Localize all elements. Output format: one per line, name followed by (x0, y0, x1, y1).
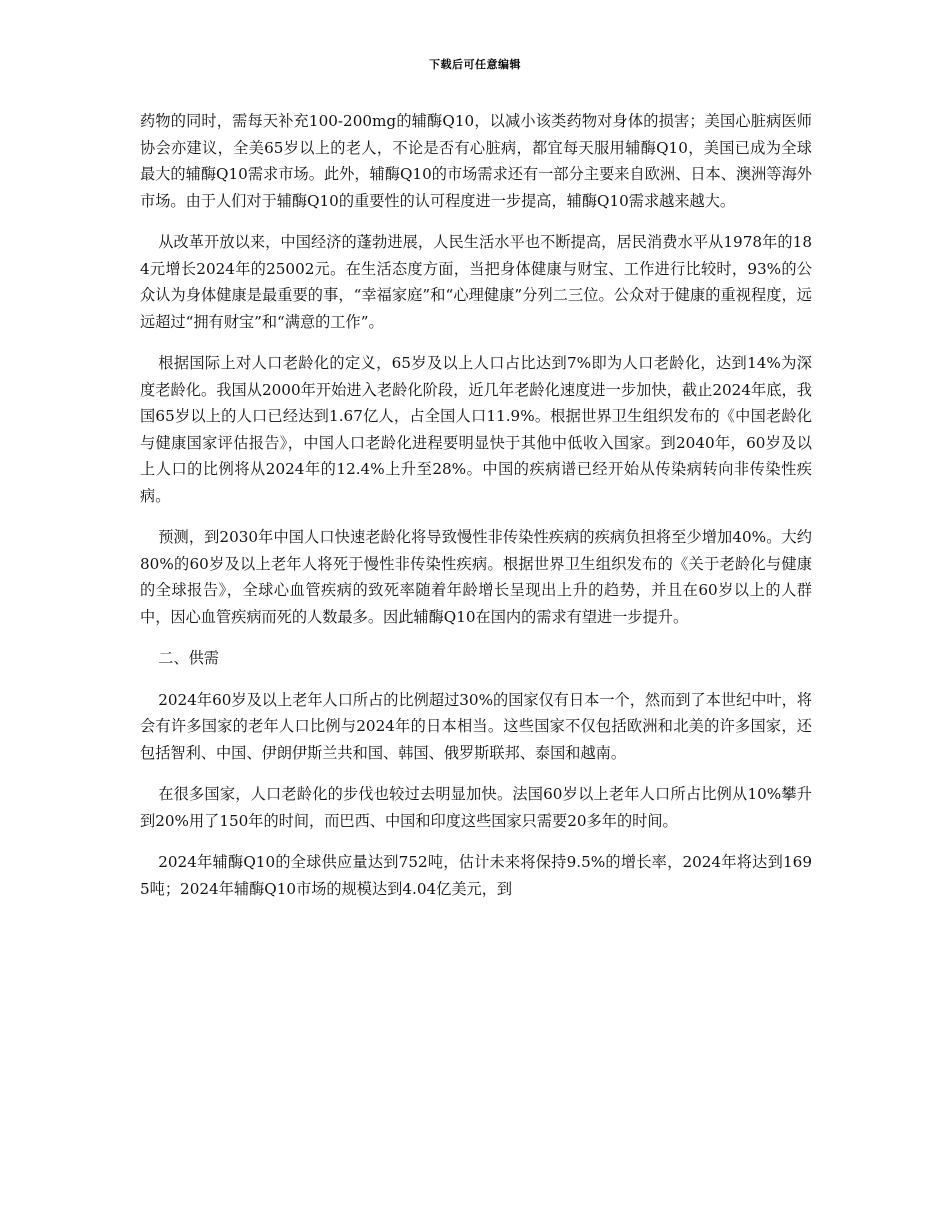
section-heading-supply-demand: 二、供需 (158, 649, 219, 667)
document-body (140, 108, 812, 917)
paragraph-1: 药物的同时，需每天补充100-200mg的辅酶Q10，以减小该类药物对身体的损害；美国心脏病医师协会亦建议，全美65岁以上的老人，不论是否有心脏病，都宜每天服用辅酶Q10，美国已成为全球最大的辅酶Q10需求市场。此外，辅酶Q10的市场需求还有一部分主要来自欧洲、日本、澳洲等海外市场。由于人们对于辅酶Q10的重要性的认可程度进一步提高，辅酶Q10需求越来越大。 (140, 112, 812, 210)
paragraph-6: 在很多国家，人口老龄化的步伐也较过去明显加快。法国60岁以上老年人口所占比例从10%攀升到20%用了150年的时间，而巴西、中国和印度这些国家只需要20多年的时间。 (140, 785, 812, 830)
paragraph-2: 从改革开放以来，中国经济的蓬勃进展，人民生活水平也不断提高，居民消费水平从1978年的184元增长2024年的25002元。在生活态度方面，当把身体健康与财宝、工作进行比较时，93%的公众认为身体健康是最重要的事，“幸福家庭”和“心理健康”分列二三位。公众对于健康的重视程度，远远超过“拥有财宝”和“满意的工作”。 (140, 233, 812, 331)
paragraph-5: 2024年60岁及以上老年人口所占的比例超过30%的国家仅有日本一个，然而到了本世纪中叶，将会有许多国家的老年人口比例与2024年的日本相当。这些国家不仅包括欧洲和北美的许多国家，还包括智利、中国、伊朗伊斯兰共和国、韩国、俄罗斯联邦、泰国和越南。 (140, 690, 812, 762)
paragraph-3: 根据国际上对人口老龄化的定义，65岁及以上人口占比达到7%即为人口老龄化，达到14%为深度老龄化。我国从2000年开始进入老龄化阶段，近几年老龄化速度进一步加快，截止2024年底，我国65岁以上的人口已经达到1.67亿人，占全国人口11.9%。根据世界卫生组织发布的《中国老龄化与健康国家评估报告》，中国人口老龄化进程要明显快于其他中低收入国家。到2040年，60岁及以上人口的比例将从2024年的12.4%上升至28%。中国的疾病谱已经开始从传染病转向非传染性疾病。 (140, 354, 812, 505)
paragraph-7: 2024年辅酶Q10的全球供应量达到752吨，估计未来将保持9.5%的增长率，2024年将达到1695吨；2024年辅酶Q10市场的规模达到4.04亿美元，到 (140, 853, 812, 898)
paragraph-4: 预测，到2030年中国人口快速老龄化将导致慢性非传染性疾病的疾病负担将至少增加40%。大约80%的60岁及以上老年人将死于慢性非传染性疾病。根据世界卫生组织发布的《关于老龄化与健康的全球报告》，全球心血管疾病的致死率随着年龄增长呈现出上升的趋势，并且在60岁以上的人群中，因心血管疾病而死的人数最多。因此辅酶Q10在国内的需求有望进一步提升。 (140, 528, 812, 626)
page-header: 下载后可任意编辑 (429, 58, 521, 71)
